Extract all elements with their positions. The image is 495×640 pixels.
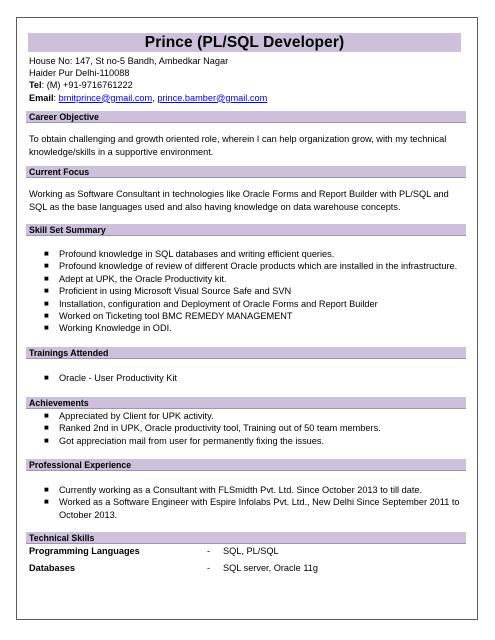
bullet-icon: ■	[44, 323, 49, 333]
current-focus-heading: Current Focus	[26, 166, 466, 178]
list-item	[44, 298, 464, 310]
bullet-icon: ■	[44, 286, 49, 296]
email-link-2[interactable]: prince.bamber@gmail.com	[157, 92, 268, 103]
technical-skills-heading: Technical Skills	[26, 532, 466, 544]
email-separator: :	[53, 92, 59, 103]
bullet-icon: ■	[44, 423, 49, 433]
bullet-icon: ■	[44, 298, 49, 308]
list-item-text: Profound knowledge of review of different Oracle products which are installed in the infrastructure.	[59, 261, 458, 272]
experience-list	[44, 484, 464, 521]
list-item	[44, 372, 464, 384]
list-item-text: Ranked 2nd in UPK, Oracle productivity tool, Training out of 50 team members.	[59, 423, 381, 434]
skill-set-heading: Skill Set Summary	[26, 224, 466, 236]
skill-set-list	[44, 248, 464, 335]
tel-value: : (M) +91-9716761222	[41, 80, 133, 91]
achievements-heading: Achievements	[26, 397, 466, 409]
telephone-line	[29, 79, 267, 91]
bullet-icon: ■	[44, 249, 49, 258]
contact-block	[29, 55, 267, 104]
list-item	[44, 322, 464, 334]
email-label: Email	[29, 92, 54, 103]
current-focus-text: Working as Software Consultant in technologies like Oracle Forms and Report Builder with PL/SQL and SQL as the base languages used and also having knowledge on data warehouse concepts.	[29, 189, 449, 212]
skill-key: Programming Languages	[29, 546, 140, 556]
technical-skill-row	[29, 563, 449, 576]
address-line-1: House No: 147, St no-5 Bandh, Ambedkar Nagar	[29, 56, 229, 66]
list-item	[44, 248, 464, 260]
skill-dash: -	[207, 563, 211, 573]
list-item	[44, 435, 464, 447]
skill-dash: -	[207, 546, 211, 556]
resume-title: Prince (PL/SQL Developer)	[28, 33, 461, 52]
list-item	[44, 310, 464, 322]
list-item-text: Profound knowledge in SQL databases and writing efficient queries.	[59, 249, 335, 259]
skill-value: SQL, PL/SQL	[223, 546, 279, 556]
list-item	[44, 484, 464, 496]
list-item-text: Working Knowledge in ODI.	[59, 323, 172, 334]
trainings-list	[44, 372, 464, 384]
list-item-text: Proficient in using Microsoft Visual Source Safe and SVN	[59, 286, 292, 297]
career-objective-heading: Career Objective	[26, 111, 466, 123]
technical-skill-row	[29, 546, 449, 559]
career-objective-text: To obtain challenging and growth oriented role, wherein I can help organization grow, with my technical knowledge/skills in a supportive environment.	[29, 134, 447, 157]
list-item-text: Adept at UPK, the Oracle Productivity kit.	[59, 273, 227, 284]
bullet-icon: ■	[44, 435, 49, 445]
email-link-1[interactable]: bmitprince@gmail.com	[58, 92, 153, 103]
list-item-text: Installation, configuration and Deployment of Oracle Forms and Report Builder	[59, 298, 378, 309]
list-item	[44, 422, 464, 434]
list-item-text: Worked as a Software Engineer with Espire Infolabs Pvt. Ltd., New Delhi Since September 2011 to October 2013.	[59, 497, 460, 520]
bullet-icon: ■	[44, 273, 49, 283]
list-item-text: Appreciated by Client for UPK activity.	[59, 411, 214, 421]
list-item-text: Got appreciation mail from user for permanently fixing the issues.	[59, 435, 325, 446]
list-item	[44, 496, 464, 521]
list-item	[44, 410, 464, 422]
list-item	[44, 273, 464, 285]
list-item	[44, 285, 464, 297]
tel-label: Tel	[29, 80, 42, 91]
skill-key: Databases	[29, 563, 75, 573]
bullet-icon: ■	[44, 261, 49, 271]
bullet-icon: ■	[44, 411, 49, 420]
list-item-text: Oracle - User Productivity Kit	[59, 373, 177, 383]
bullet-icon: ■	[44, 311, 49, 321]
list-item-text: Worked on Ticketing tool BMC REMEDY MANAGEMENT	[59, 311, 293, 322]
skill-value: SQL server, Oracle 11g	[223, 563, 318, 573]
experience-heading: Professional Experience	[26, 459, 466, 471]
bullet-icon: ■	[44, 373, 49, 382]
list-item-text: Currently working as a Consultant with FLSmidth Pvt. Ltd. Since October 2013 to till date.	[59, 485, 423, 495]
email-comma: ,	[152, 92, 158, 103]
trainings-heading: Trainings Attended	[26, 347, 466, 359]
email-line	[29, 92, 267, 104]
list-item	[44, 260, 464, 272]
achievements-list	[44, 410, 464, 447]
address-line-2: Haider Pur Delhi-110088	[29, 68, 130, 79]
bullet-icon: ■	[44, 497, 49, 507]
bullet-icon: ■	[44, 485, 49, 494]
